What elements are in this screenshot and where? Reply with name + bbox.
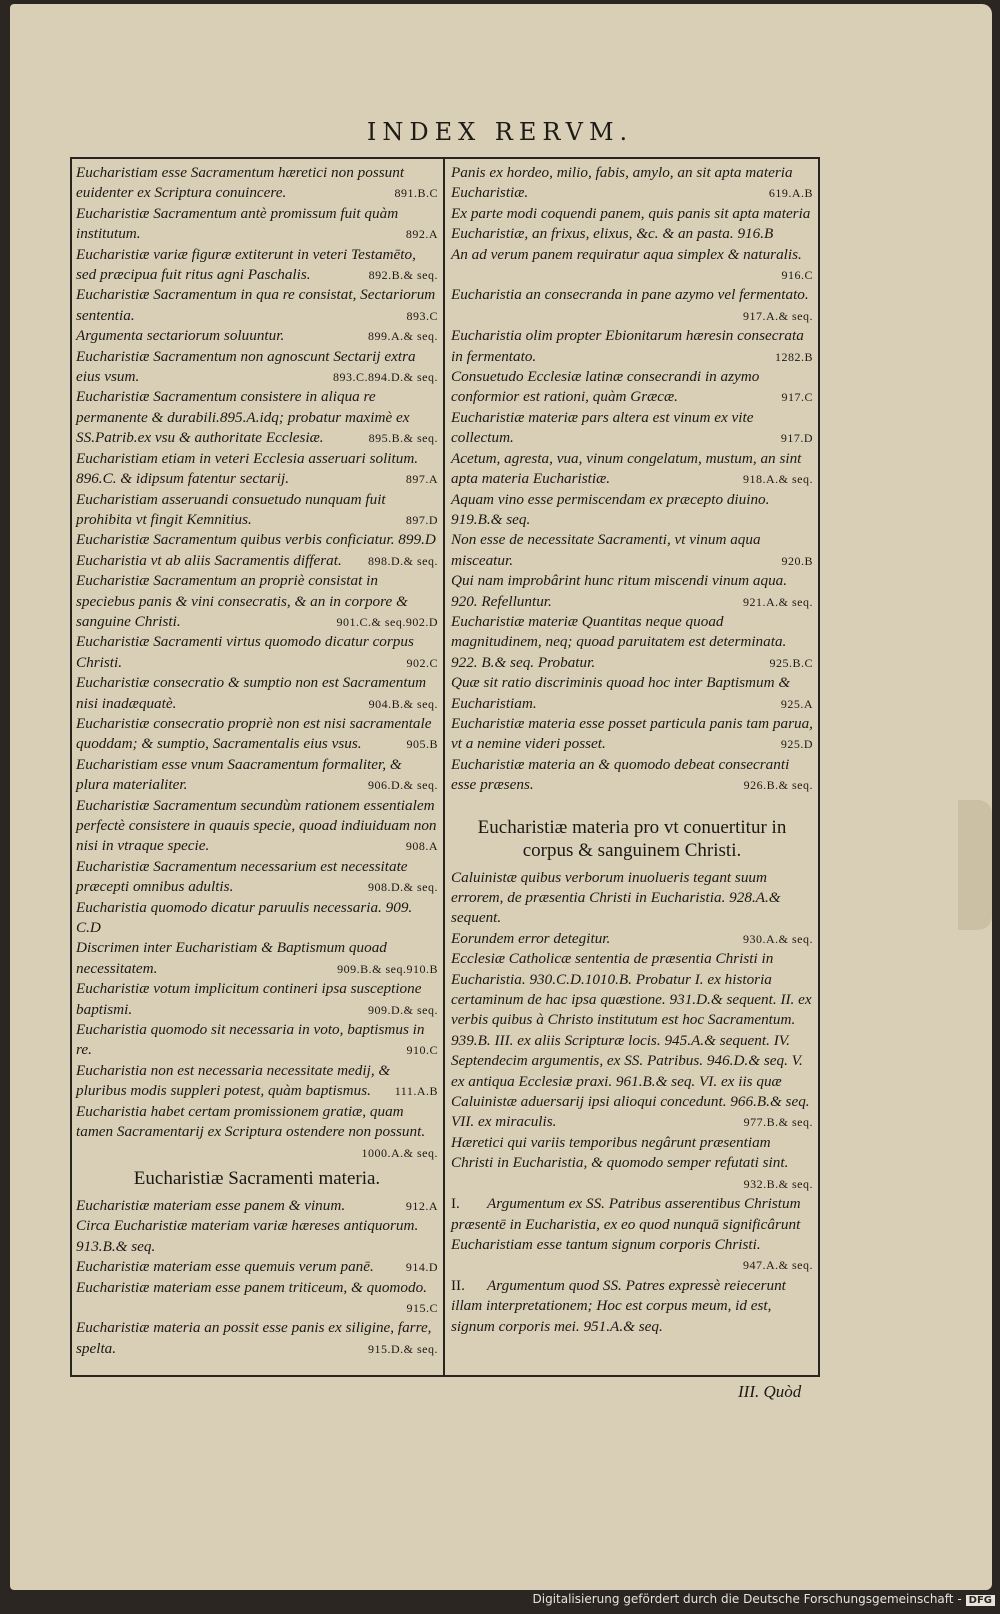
index-entry [76, 571, 438, 632]
index-entry [76, 898, 438, 939]
dfg-logo: DFG [966, 1595, 995, 1606]
entry-reference: 899.A.& seq. [368, 329, 438, 344]
entry-text: Eucharistiæ materiam esse quemuis verum panē. [76, 1258, 374, 1276]
index-entry [76, 755, 438, 796]
entry-reference: 892.A [405, 227, 438, 242]
index-entry [76, 1278, 438, 1319]
index-entry [451, 285, 813, 326]
entry-reference: 904.B.& seq. [368, 696, 438, 711]
entry-reference: 895.B.& seq. [368, 431, 438, 446]
entry-text: Eucharistiæ Sacramentum secundùm rationem essentialem perfectè consistere in quauis specie, quoad indiuiduam non nisi in vtraque specie. [76, 796, 437, 855]
index-entry [451, 571, 813, 612]
entry-text: Eucharistiæ votum implicitum contineri ipsa susceptione baptismi. [76, 980, 422, 1018]
index-entry [76, 245, 438, 286]
index-entry [451, 949, 813, 1133]
entry-reference: 916.C [781, 268, 813, 283]
index-entry [451, 326, 813, 367]
index-entry [451, 245, 813, 286]
entry-reference: 977.B.& seq. [743, 1115, 813, 1130]
numbered-argument [451, 1194, 813, 1276]
entry-reference: 921.A.& seq. [743, 594, 813, 609]
entry-reference: 906.D.& seq. [368, 778, 438, 793]
index-entry [76, 1196, 438, 1216]
index-entry [76, 530, 438, 550]
left-column [76, 163, 438, 1359]
index-entry [76, 204, 438, 245]
entry-text: Eucharistia an consecranda in pane azymo vel fermentato. [451, 286, 809, 304]
entry-text: Eucharistiæ materiæ Quantitas neque quoad magnitudinem, neq; quoad paruitatem est determinata. 922. B.& seq. Probatur. [451, 612, 787, 671]
entry-text: Ex parte modi coquendi panem, quis panis sit apta materia Eucharistiæ, an frixus, elixus, &c. & an pasta. 916.B [451, 204, 811, 243]
entry-text: Eucharistiam esse Sacramentum hæretici non possunt euidenter ex Scriptura conuincere. [76, 164, 405, 202]
index-entry [451, 408, 813, 449]
entry-text: Argumentum ex SS. Patribus asserentibus Christum præsentē in Eucharistia, ex eo quod nunquā significârunt Eucharistiam esse tantum signum corporis Christi. [451, 1195, 801, 1253]
index-entry [451, 163, 813, 204]
index-entry [451, 367, 813, 408]
index-entry [451, 673, 813, 714]
footer-text: Digitalisierung gefördert durch die Deutsche Forschungsgemeinschaft - [532, 1592, 962, 1606]
entry-reference: 908.D.& seq. [368, 880, 438, 895]
entry-text: Eucharistiæ Sacramenti virtus quomodo dicatur corpus Christi. [76, 633, 414, 671]
entry-text: Eucharistia olim propter Ebionitarum hæresin consecrata in fermentato. [451, 327, 804, 365]
index-entry [76, 1257, 438, 1277]
entry-reference: 930.A.& seq. [743, 931, 813, 946]
entry-text: Eucharistiæ Sacramentum non agnoscunt Sectarij extra eius vsum. [76, 347, 416, 386]
entry-text: Eucharistiæ variæ figuræ extiterunt in veteri Testamēto, sed præcipua fuit ritus agni Paschalis. [76, 245, 416, 284]
entry-text: Consuetudo Ecclesiæ latinæ consecrandi in azymo conformior est rationi, quàm Græcæ. [451, 368, 760, 406]
index-entry [76, 979, 438, 1020]
column-divider [443, 157, 445, 1377]
index-entry [76, 326, 438, 346]
index-entry [76, 1061, 438, 1102]
index-entry [76, 387, 438, 448]
index-entry [76, 1216, 438, 1257]
index-entry [451, 929, 813, 949]
left-section-heading: Eucharistiæ Sacramenti materia. [133, 1167, 381, 1189]
entry-text: Discrimen inter Eucharistiam & Baptismum quoad necessitatem. [76, 939, 387, 977]
entry-text: Caluinistæ quibus verborum inuolueris tegant suum errorem, de præsentia Christi in Eucharistia. 928.A.& sequent. [451, 868, 781, 927]
entry-text: Quæ sit ratio discriminis quoad hoc inter Baptismum & Eucharistiam. [451, 674, 791, 712]
entry-text: Eorundem error detegitur. [451, 929, 611, 947]
entry-reference: 897.A [405, 472, 438, 487]
entry-reference: 905.B [406, 737, 438, 752]
entry-reference: 909.B.& seq.910.B [337, 961, 438, 976]
entry-reference: 1000.A.& seq. [361, 1145, 438, 1160]
index-entry [451, 490, 813, 531]
entry-reference: 917.A.& seq. [743, 308, 813, 323]
entry-text: Eucharistia quomodo sit necessaria in voto, baptismus in re. [76, 1021, 425, 1059]
entry-text: Acetum, agresta, vua, vinum congelatum, mustum, an sint apta materia Eucharistiæ. [451, 449, 802, 488]
entry-reference: 619.A.B [768, 186, 813, 201]
entry-reference: 897.D [405, 512, 438, 527]
entry-text: Eucharistiam esse vnum Saacramentum formaliter, & plura materialiter. [76, 755, 402, 794]
index-entry [451, 204, 813, 245]
index-entry [76, 857, 438, 898]
entry-text: Eucharistiæ materia esse posset particula panis tam parua, vt a nemine videri posset. [451, 714, 813, 753]
entry-reference: 901.C.& seq.902.D [336, 614, 438, 629]
entry-text: Eucharistiam etiam in veteri Ecclesia asseruari solitum. 896.C. & idipsum fatentur sectarij. [76, 449, 419, 488]
argument-number: I. [451, 1195, 460, 1213]
entry-text: Eucharistiæ Sacramentum in qua re consistat, Sectariorum sententia. [76, 286, 436, 324]
entry-reference: 932.B.& seq. [743, 1176, 813, 1191]
index-entry [76, 938, 438, 979]
right-section-heading: Eucharistiæ materia pro vt conuertitur in corpus & sanguinem Christi. [477, 816, 787, 861]
entry-text: Eucharistia non est necessaria necessitate medij, & pluribus modis suppleri potest, quàm baptismus. [76, 1061, 391, 1100]
entry-reference: 915.D.& seq. [368, 1341, 438, 1356]
entry-reference: 925.B.C [769, 655, 813, 670]
entry-text: Eucharistia habet certam promissionem gratiæ, quam tamen Sacramentarij ex Scriptura ostendere non possunt. [76, 1102, 426, 1141]
catchword: III. Quòd [738, 1382, 802, 1401]
digitization-footer [0, 1592, 995, 1606]
index-entry [451, 755, 813, 796]
entry-reference: 893.C [406, 308, 438, 323]
entry-text: An ad verum panem requiratur aqua simplex & naturalis. [451, 245, 802, 263]
entry-text: Eucharistiæ materia an & quomodo debeat consecranti esse præsens. [451, 755, 790, 794]
index-entry [76, 632, 438, 673]
index-entry [76, 490, 438, 531]
index-entry [451, 530, 813, 571]
entry-reference: 925.D [780, 737, 813, 752]
entry-text: Eucharistia quomodo dicatur paruulis necessaria. 909. C.D [76, 898, 413, 937]
right-column [451, 163, 813, 1337]
entry-reference: 914.D [405, 1260, 438, 1275]
entry-text: Argumentum quod SS. Patres expressè reiecerunt illam interpretationem; Hoc est corpus meum, id est, signum corporis mei. 951.A.& seq. [451, 1276, 786, 1335]
entry-reference: 910.C [406, 1043, 438, 1058]
index-entry [451, 449, 813, 490]
entry-text: Eucharistiæ materiæ pars altera est vinum ex vite collectum. [451, 408, 754, 447]
entry-text: Eucharistia vt ab aliis Sacramentis differat. [76, 551, 342, 569]
entry-reference: 891.B.C [394, 186, 438, 201]
entry-reference: 920.B [781, 553, 813, 568]
index-entry [76, 1102, 438, 1163]
entry-text: Eucharistiæ Sacramentum quibus verbis conficiatur. 899.D [76, 531, 436, 549]
entry-reference: 947.A.& seq. [743, 1258, 813, 1273]
entry-reference: 915.C [406, 1300, 438, 1315]
entry-reference: 926.B.& seq. [743, 778, 813, 793]
entry-text: Ecclesiæ Catholicæ sententia de præsentia Christi in Eucharistia. 930.C.D.1010.B. Probatur I. ex historia certaminum de hac ipsa quæstione. 931.D.& sequent. II. ex verbis quibus à Christo institutum est hoc Sacramentum. 939.B. III. ex aliis Scripturæ locis. 945.A.& sequent. IV. Septendecim argumentis, ex SS. Patribus. 946.D.& seq. V. ex antiqua Ecclesiæ praxi. 961.B.& seq. VI. ex iis quæ Caluinistæ aduersarij ipsi alioqui concedunt. 966.B.& seq. VII. ex miraculis. [451, 950, 812, 1131]
index-entry [76, 347, 438, 388]
entry-text: Eucharistiæ materiam esse panem triticeum, & quomodo. [76, 1278, 427, 1296]
entry-reference: 909.D.& seq. [368, 1002, 438, 1017]
index-entry [451, 1133, 813, 1194]
index-entry [76, 1318, 438, 1359]
entry-reference: 902.C [406, 655, 438, 670]
entry-reference: 1282.B [774, 349, 813, 364]
page-edge [958, 800, 992, 930]
index-entry [76, 285, 438, 326]
index-entry [76, 551, 438, 571]
entry-reference: 111.A.B [394, 1084, 438, 1099]
entry-text: Aquam vino esse permiscendam ex præcepto diuino. 919.B.& seq. [451, 490, 770, 528]
entry-text: Eucharistiæ consecratio propriè non est nisi sacramentale quoddam; & sumptio, Sacramentalis eius vsus. [76, 714, 432, 753]
entry-reference: 918.A.& seq. [743, 472, 813, 487]
entry-reference: 893.C.894.D.& seq. [333, 370, 438, 385]
entry-reference: 892.B.& seq. [368, 268, 438, 283]
entry-reference: 917.C [781, 390, 813, 405]
entry-text: Eucharistiæ Sacramentum antè promissum fuit quàm institutum. [76, 204, 399, 243]
index-entry [76, 796, 438, 857]
entry-text: Argumenta sectariorum soluuntur. [76, 327, 285, 345]
index-entry [451, 868, 813, 929]
index-entry [76, 673, 438, 714]
entry-text: Hæretici qui variis temporibus negârunt præsentiam Christi in Eucharistia, & quomodo semper refutati sint. [451, 1133, 789, 1172]
entry-text: Eucharistiæ consecratio & sumptio non est Sacramentum nisi inadæquatè. [76, 674, 427, 712]
entry-reference: 925.A [780, 696, 813, 711]
index-entry [76, 714, 438, 755]
entry-text: Qui nam improbârint hunc ritum miscendi vinum aqua. 920. Refelluntur. [451, 572, 788, 610]
index-entry [76, 449, 438, 490]
entry-text: Eucharistiam asseruandi consuetudo nunquam fuit prohibita vt fingit Kemnitius. [76, 490, 386, 528]
entry-reference: 908.A [405, 839, 438, 854]
entry-reference: 917.D [780, 431, 813, 446]
index-entry [76, 163, 438, 204]
entry-text: Eucharistiæ materiam esse panem & vinum. [76, 1196, 346, 1214]
entry-reference: 912.A [405, 1198, 438, 1213]
entry-text: Eucharistiæ materia an possit esse panis ex siligine, farre, spelta. [76, 1319, 432, 1357]
entry-text: Eucharistiæ Sacramentum an propriè consistat in speciebus panis & vini consecratis, & an in corpore & sanguine Christi. [76, 572, 408, 630]
entry-text: Circa Eucharistiæ materiam variæ hæreses antiquorum. 913.B.& seq. [76, 1217, 419, 1255]
index-entry [451, 612, 813, 673]
entry-text: Eucharistiæ Sacramentum consistere in aliqua re permanente & durabili.895.A.idq; probatur maximè ex SS.Patrib.ex vsu & authoritate Ecclesiæ. [76, 388, 410, 447]
entry-text: Eucharistiæ Sacramentum necessarium est necessitate præcepti omnibus adultis. [76, 857, 408, 896]
numbered-argument [451, 1276, 813, 1337]
argument-number: II. [451, 1276, 465, 1294]
entry-text: Non esse de necessitate Sacramenti, vt vinum aqua misceatur. [451, 531, 761, 569]
index-entry [451, 714, 813, 755]
entry-reference: 898.D.& seq. [368, 553, 438, 568]
index-entry [76, 1020, 438, 1061]
entry-text: Panis ex hordeo, milio, fabis, amylo, an sit apta materia Eucharistiæ. [451, 164, 793, 202]
page-title: INDEX RERVM. [366, 118, 634, 146]
